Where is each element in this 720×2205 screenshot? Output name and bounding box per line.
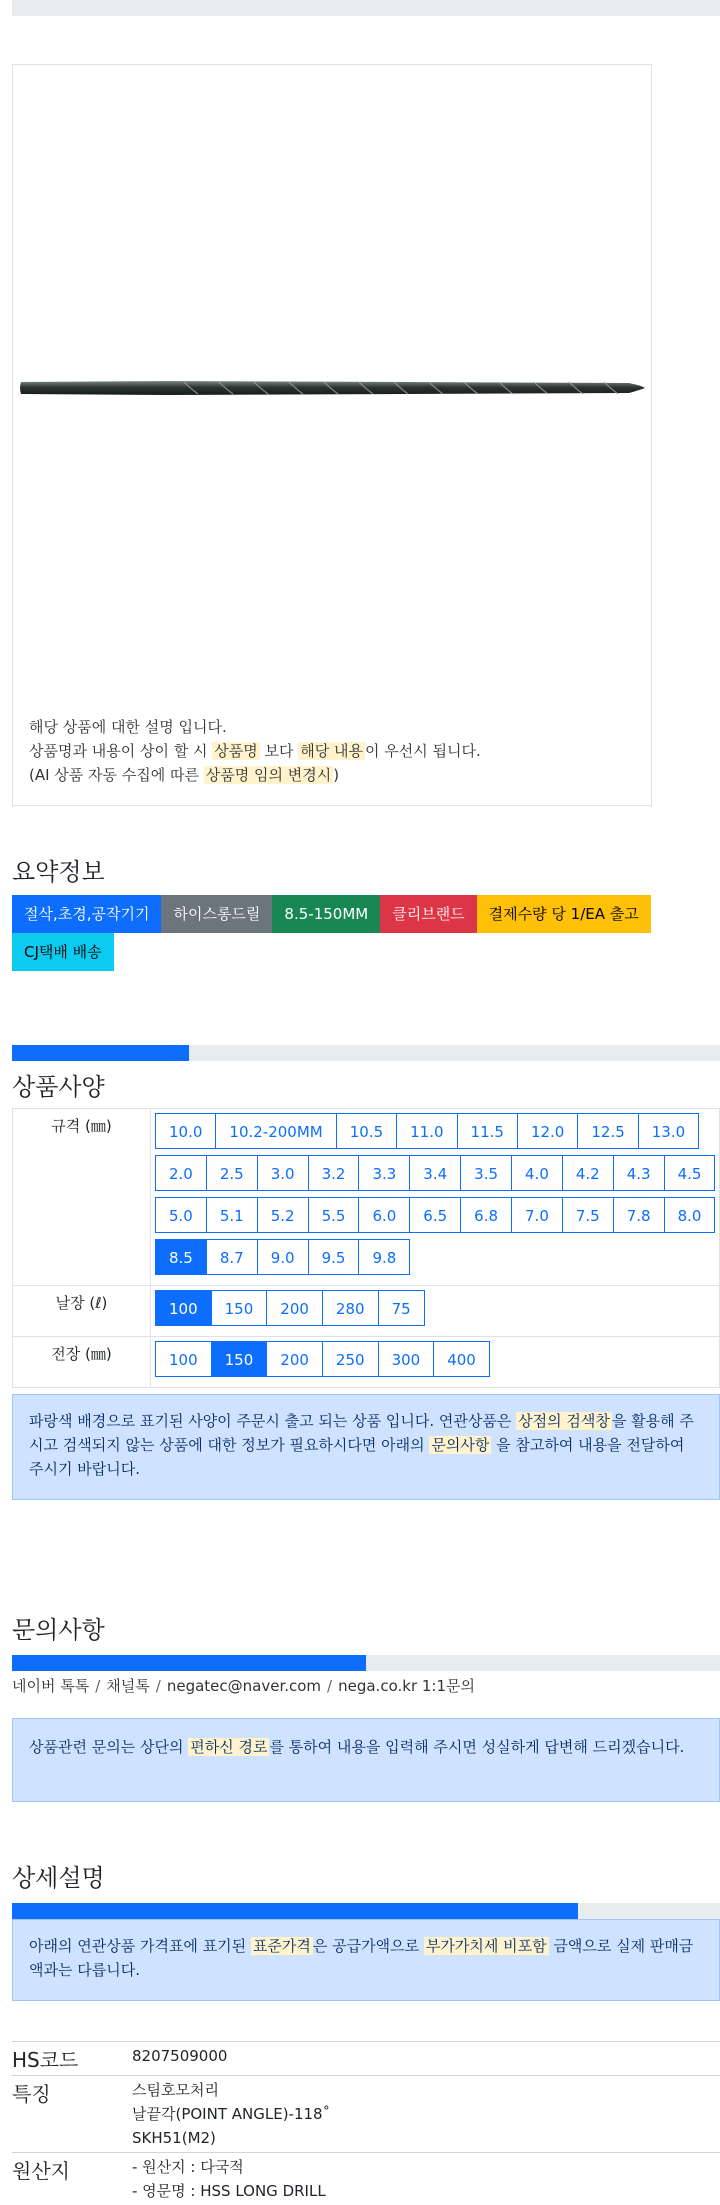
spec-option-button[interactable]: 150 — [211, 1290, 268, 1326]
spec-option-button[interactable]: 12.0 — [517, 1113, 578, 1149]
hs-code-value: 8207509000 — [132, 2042, 720, 2076]
feature-item: SKH51(M2) — [132, 2126, 720, 2150]
summary-badge: 절삭,초경,공작기기 — [12, 895, 161, 933]
notice-text: 금액으로 실제 판매금액과는 다릅니다. — [29, 1937, 693, 1979]
desc-text: 보다 — [260, 742, 299, 760]
inquiry-progress-bar — [12, 1655, 720, 1671]
notice-highlight: 상점의 검색창 — [516, 1412, 612, 1430]
spec-option-button[interactable]: 8.0 — [664, 1197, 716, 1233]
spec-option-button[interactable]: 3.3 — [358, 1155, 410, 1191]
origin-row — [12, 2153, 720, 2205]
desc-highlight: 상품명 — [212, 742, 259, 760]
desc-highlight: 해당 내용 — [298, 742, 365, 760]
spec-option-button[interactable]: 3.4 — [409, 1155, 461, 1191]
spec-option-button[interactable]: 10.5 — [336, 1113, 397, 1149]
spec-option-button[interactable]: 2.5 — [206, 1155, 258, 1191]
summary-badge: CJ택배 배송 — [12, 933, 114, 971]
summary-badge: 8.5-150MM — [272, 895, 380, 933]
spec-option-button[interactable]: 5.2 — [257, 1197, 309, 1233]
notice-text: 을 참고하여 내용을 전달하여 주시기 바랍니다. — [29, 1436, 684, 1478]
spec-option-button[interactable]: 4.0 — [511, 1155, 563, 1191]
spec-notice — [12, 1394, 720, 1500]
spec-options — [155, 1341, 715, 1383]
spec-row-label: 날장 (ℓ) — [13, 1286, 151, 1337]
desc-text: (AI 상품 자동 수집에 따른 — [29, 766, 204, 784]
separator: / — [327, 1677, 332, 1695]
spec-option-button[interactable]: 10.0 — [155, 1113, 216, 1149]
notice-text: 은 공급가액으로 — [313, 1937, 424, 1955]
feature-row — [12, 2076, 720, 2153]
spec-table — [12, 1108, 720, 1388]
notice-highlight: 편하신 경로 — [188, 1738, 269, 1756]
notice-highlight: 표준가격 — [251, 1937, 313, 1955]
feature-item: 스팀호모처리 — [132, 2078, 720, 2102]
spec-option-button[interactable]: 3.5 — [460, 1155, 512, 1191]
notice-text: 아래의 연관상품 가격표에 표기된 — [29, 1937, 251, 1955]
spec-option-button[interactable]: 8.7 — [206, 1239, 258, 1275]
spec-options — [155, 1290, 715, 1332]
notice-highlight: 문의사항 — [429, 1436, 491, 1454]
origin-values — [132, 2153, 720, 2205]
spec-option-button[interactable]: 250 — [322, 1341, 379, 1377]
spec-option-button[interactable]: 150 — [211, 1341, 268, 1377]
spec-option-button[interactable]: 200 — [266, 1290, 323, 1326]
summary-badge: 클리브랜드 — [380, 895, 476, 933]
spec-option-button[interactable]: 13.0 — [638, 1113, 699, 1149]
spec-progress-fill — [12, 1045, 189, 1061]
desc-text: 상품명과 내용이 상이 할 시 — [29, 742, 212, 760]
spec-option-button[interactable]: 5.5 — [308, 1197, 360, 1233]
contact-email[interactable]: negatec@naver.com — [167, 1677, 321, 1695]
contact-site-inquiry[interactable]: nega.co.kr 1:1문의 — [338, 1677, 475, 1695]
spec-option-button[interactable]: 300 — [378, 1341, 435, 1377]
spec-row — [13, 1337, 720, 1388]
spec-option-button[interactable]: 4.3 — [613, 1155, 665, 1191]
notice-highlight: 부가가치세 비포함 — [424, 1937, 549, 1955]
spec-option-button[interactable]: 6.8 — [460, 1197, 512, 1233]
spec-option-button[interactable]: 75 — [378, 1290, 425, 1326]
spec-option-button[interactable]: 9.0 — [257, 1239, 309, 1275]
feature-label: 특징 — [12, 2076, 132, 2153]
notice-text: 파랑색 배경으로 표기된 사양이 주문시 출고 되는 상품 입니다. 연관상품은 — [29, 1412, 516, 1430]
desc-text: 이 우선시 됩니다. — [365, 742, 481, 760]
spec-option-button[interactable]: 11.5 — [457, 1113, 518, 1149]
summary-title: 요약정보 — [12, 852, 720, 887]
summary-badge: 하이스롱드릴 — [161, 895, 272, 933]
spec-row-label: 전장 (㎜) — [13, 1337, 151, 1388]
spec-row — [13, 1286, 720, 1337]
feature-item: 날끝각(POINT ANGLE)-118˚ — [132, 2102, 720, 2126]
detail-notice — [12, 1919, 720, 2001]
spec-option-button[interactable]: 5.1 — [206, 1197, 258, 1233]
spec-option-button[interactable]: 6.5 — [409, 1197, 461, 1233]
feature-values — [132, 2076, 720, 2153]
spec-option-button[interactable]: 400 — [433, 1341, 490, 1377]
notice-text: 을 활용해 주시고 검색되지 않는 상품에 대한 정보가 필요하시다면 아래의 — [29, 1412, 694, 1454]
product-image-panel — [12, 64, 652, 806]
desc-line-2 — [29, 739, 481, 763]
spec-title: 상품사양 — [12, 1067, 720, 1102]
contact-channel-talk[interactable]: 채널톡 — [106, 1677, 149, 1695]
origin-label: 원산지 — [12, 2153, 132, 2205]
page — [12, 0, 720, 2205]
notice-text: 상품관련 문의는 상단의 — [29, 1738, 188, 1756]
spec-option-button[interactable]: 4.5 — [664, 1155, 716, 1191]
summary-badges — [12, 895, 702, 971]
spec-option-button[interactable]: 280 — [322, 1290, 379, 1326]
spec-option-button[interactable]: 7.8 — [613, 1197, 665, 1233]
product-description — [29, 715, 481, 787]
spec-option-button[interactable]: 4.2 — [562, 1155, 614, 1191]
hs-code-label: HS코드 — [12, 2042, 132, 2076]
spec-option-button[interactable]: 11.0 — [396, 1113, 457, 1149]
spec-option-button[interactable]: 8.5 — [155, 1239, 207, 1275]
spec-option-button[interactable]: 200 — [266, 1341, 323, 1377]
detail-progress-fill — [12, 1903, 578, 1919]
hs-code-row — [12, 2042, 720, 2076]
spec-option-button[interactable]: 5.0 — [155, 1197, 207, 1233]
spec-option-button[interactable]: 3.0 — [257, 1155, 309, 1191]
spec-option-button[interactable]: 9.5 — [308, 1239, 360, 1275]
spec-options-cell — [151, 1109, 720, 1286]
origin-item: - 영문명 : HSS LONG DRILL — [132, 2179, 720, 2203]
inquiry-notice — [12, 1718, 720, 1802]
notice-text: 를 통하여 내용을 입력해 주시면 성실하게 답변해 드리겠습니다. — [269, 1738, 684, 1756]
spec-option-button[interactable]: 7.0 — [511, 1197, 563, 1233]
desc-line-1: 해당 상품에 대한 설명 입니다. — [29, 715, 481, 739]
contact-list — [12, 1675, 720, 1696]
desc-highlight: 상품명 임의 변경시 — [204, 766, 333, 784]
summary-badge: 결제수량 당 1/EA 출고 — [477, 895, 651, 933]
spec-option-button[interactable]: 7.5 — [562, 1197, 614, 1233]
detail-progress-bar — [12, 1903, 720, 1919]
spec-option-button[interactable]: 10.2-200MM — [215, 1113, 336, 1149]
spec-option-button[interactable]: 100 — [155, 1341, 212, 1377]
spec-option-button[interactable]: 9.8 — [358, 1239, 410, 1275]
spec-options-cell — [151, 1286, 720, 1337]
contact-naver-talk[interactable]: 네이버 톡톡 — [12, 1677, 89, 1695]
detail-title: 상세설명 — [12, 1858, 720, 1893]
detail-info-table — [12, 2041, 720, 2205]
top-progress-bar — [12, 0, 720, 16]
drill-image — [19, 373, 645, 403]
spec-progress-bar — [12, 1045, 720, 1061]
inquiry-progress-fill — [12, 1655, 366, 1671]
inquiry-title: 문의사항 — [12, 1610, 720, 1645]
spec-row-label: 규격 (㎜) — [13, 1109, 151, 1286]
spec-options-cell — [151, 1337, 720, 1388]
spec-option-button[interactable]: 6.0 — [358, 1197, 410, 1233]
spec-option-button[interactable]: 2.0 — [155, 1155, 207, 1191]
spec-options — [155, 1113, 715, 1281]
spec-option-button[interactable]: 12.5 — [577, 1113, 638, 1149]
spec-row — [13, 1109, 720, 1286]
separator: / — [156, 1677, 161, 1695]
spec-option-button[interactable]: 100 — [155, 1290, 212, 1326]
spec-option-button[interactable]: 3.2 — [308, 1155, 360, 1191]
desc-line-3 — [29, 763, 481, 787]
desc-text: ) — [333, 766, 339, 784]
separator: / — [95, 1677, 100, 1695]
origin-item: - 원산지 : 다국적 — [132, 2155, 720, 2179]
